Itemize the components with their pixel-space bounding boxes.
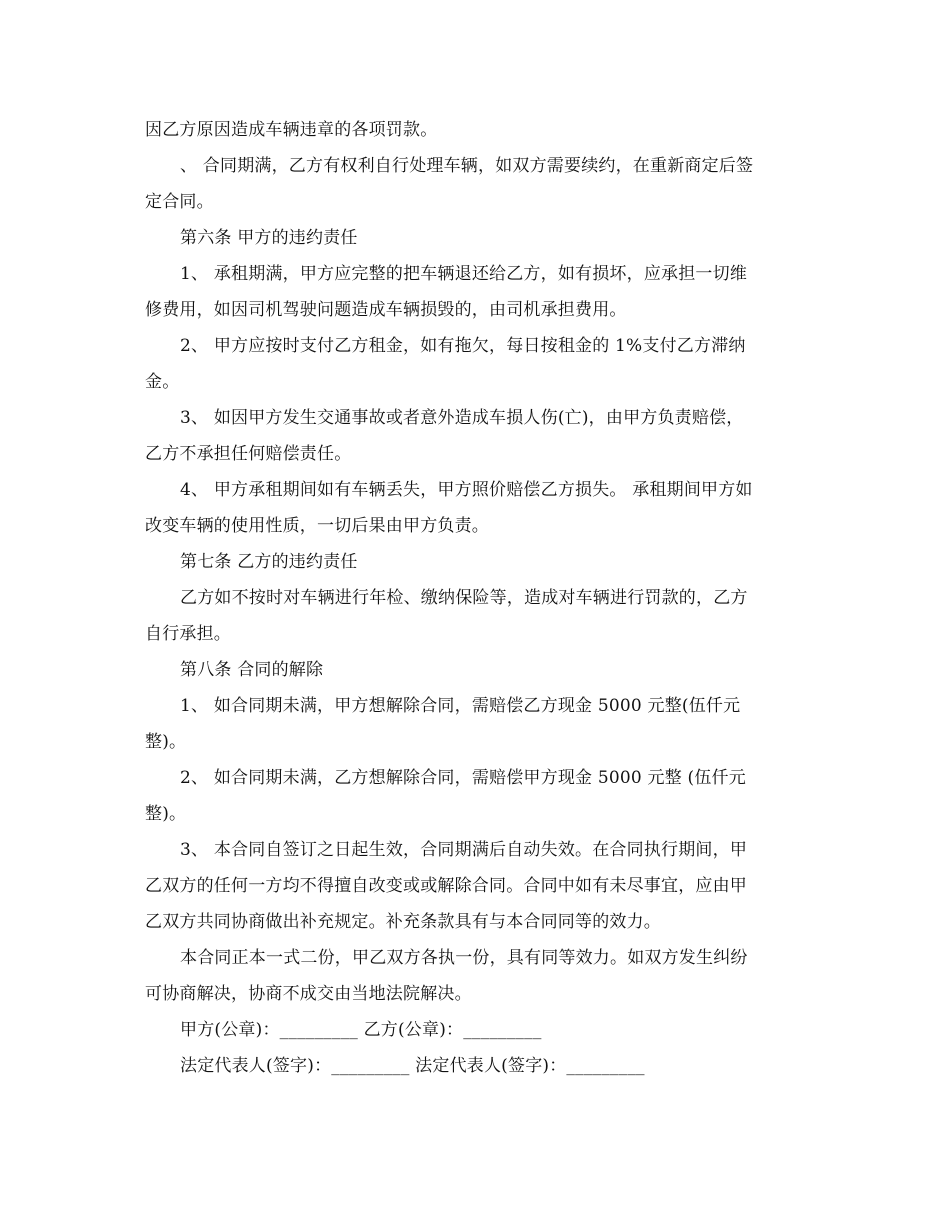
text-line-18: 整)。: [145, 732, 187, 752]
text-line-17: 1、 如合同期未满，甲方想解除合同，需赔偿乙方现金 5000 元整(伍仟元: [180, 696, 741, 716]
text-line-1: 因乙方原因造成车辆违章的各项罚款。: [145, 120, 438, 140]
text-line-22: 乙双方的任何一方均不得擅自改变或或解除合同。合同中如有未尽事宜，应由甲: [145, 876, 747, 896]
text-line-14: 乙方如不按时对车辆进行年检、缴纳保险等，造成对车辆进行罚款的，乙方: [180, 588, 748, 608]
contract-text: [145, 112, 807, 1084]
text-line-25: 可协商解决，协商不成交由当地法院解决。: [145, 984, 472, 1004]
text-line-19: 2、 如合同期未满，乙方想解除合同，需赔偿甲方现金 5000 元整 (伍仟元: [180, 768, 746, 788]
signature-line-representatives: 法定代表人(签字)：_________ 法定代表人(签字)：_________: [180, 1056, 645, 1076]
section-heading-7: 第七条 乙方的违约责任: [180, 552, 358, 572]
text-line-3: 定合同。: [145, 192, 214, 212]
section-heading-6: 第六条 甲方的违约责任: [180, 228, 358, 248]
text-line-15: 自行承担。: [145, 624, 231, 644]
text-line-11: 4、 甲方承租期间如有车辆丢失，甲方照价赔偿乙方损失。 承租期间甲方如: [180, 480, 753, 500]
text-line-10: 乙方不承担任何赔偿责任。: [145, 444, 352, 464]
text-line-7: 2、 甲方应按时支付乙方租金，如有拖欠，每日按租金的 1%支付乙方滞纳: [180, 336, 746, 356]
text-line-8: 金。: [145, 372, 180, 392]
text-line-2: 、 合同期满，乙方有权利自行处理车辆，如双方需要续约，在重新商定后签: [180, 156, 754, 176]
section-heading-8: 第八条 合同的解除: [180, 660, 324, 680]
text-line-20: 整)。: [145, 804, 187, 824]
text-line-9: 3、 如因甲方发生交通事故或者意外造成车损人伤(亡)，由甲方负责赔偿，: [180, 408, 744, 428]
signature-line-seals: 甲方(公章)：_________ 乙方(公章)：_________: [180, 1020, 542, 1040]
text-line-24: 本合同正本一式二份，甲乙双方各执一份，具有同等效力。如双方发生纠纷: [180, 948, 748, 968]
text-line-5: 1、 承租期满，甲方应完整的把车辆退还给乙方，如有损坏，应承担一切维: [180, 264, 748, 284]
text-line-23: 乙双方共同协商做出补充规定。补充条款具有与本合同同等的效力。: [145, 912, 661, 932]
text-line-12: 改变车辆的使用性质，一切后果由甲方负责。: [145, 516, 489, 536]
text-line-6: 修费用，如因司机驾驶问题造成车辆损毁的，由司机承担费用。: [145, 300, 627, 320]
text-line-21: 3、 本合同自签订之日起生效，合同期满后自动失效。在合同执行期间，甲: [180, 840, 748, 860]
